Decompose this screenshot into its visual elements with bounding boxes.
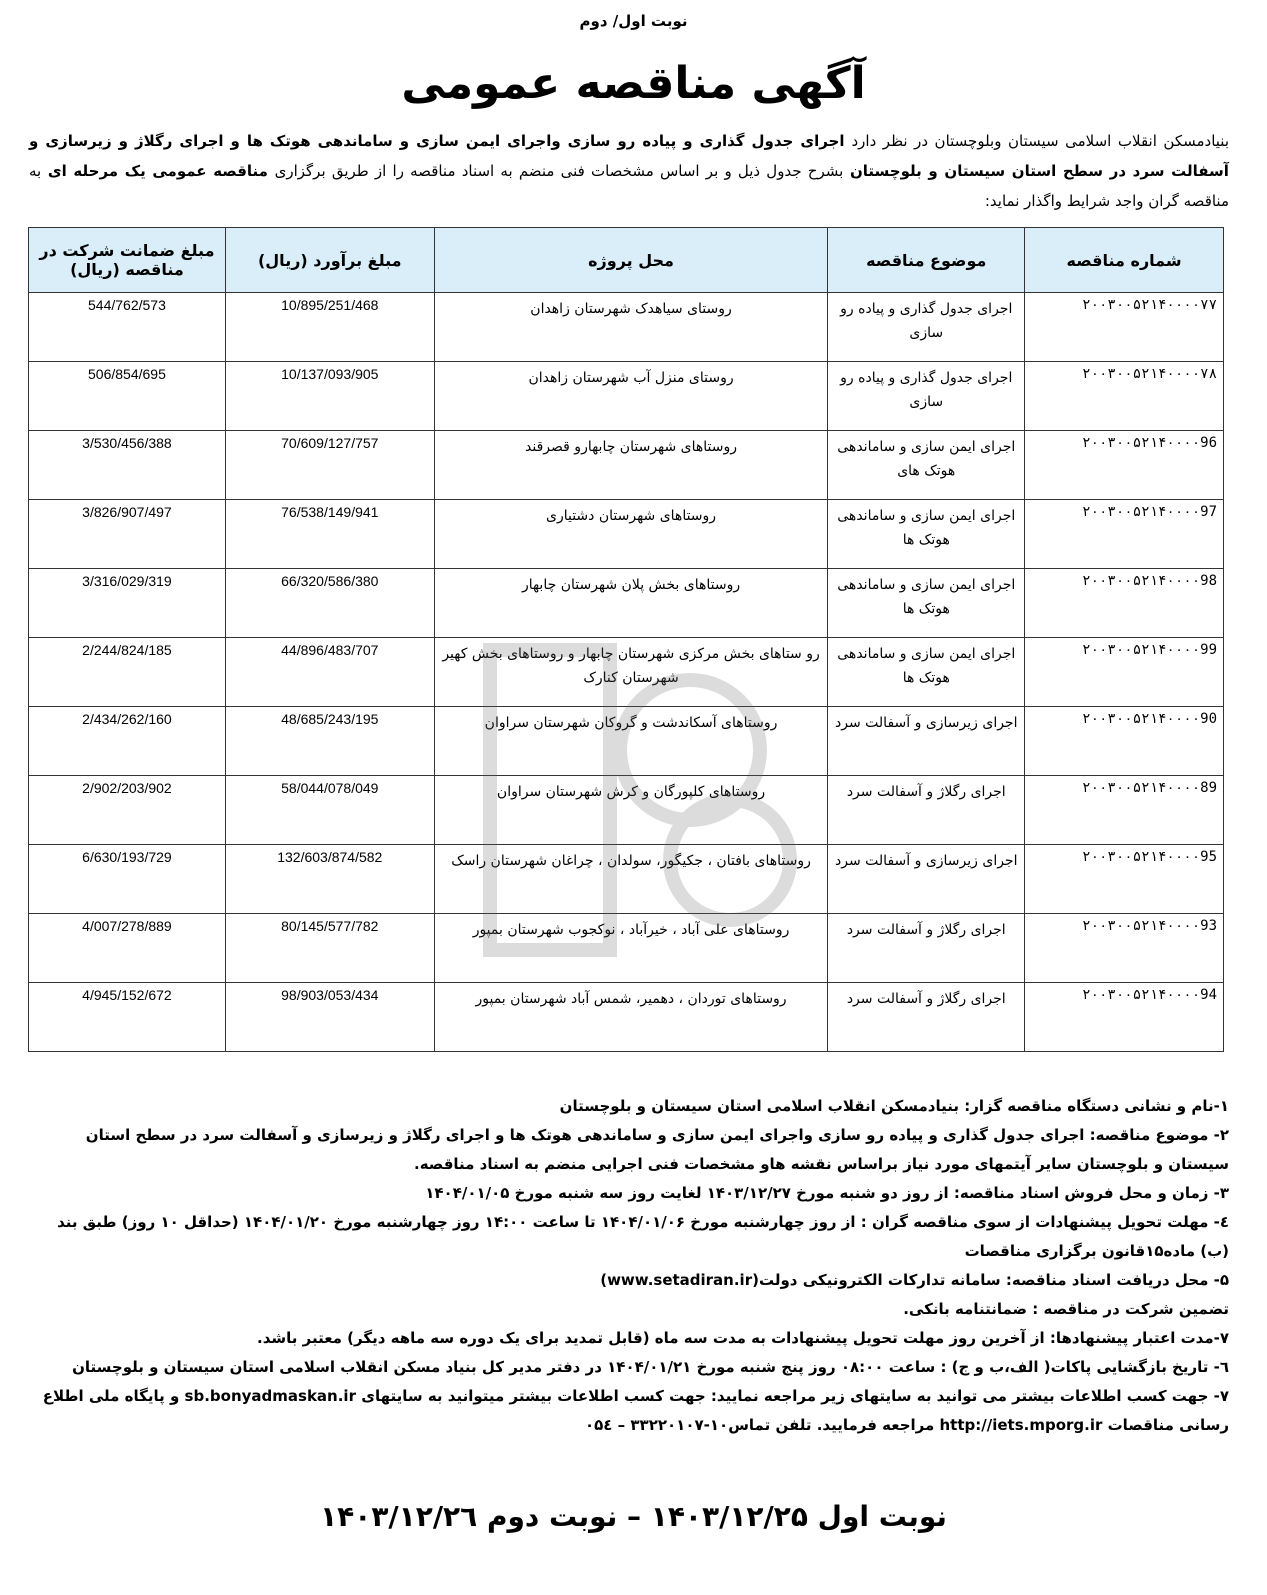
tender-subject: اجرای ایمن سازی و ساماندهی هوتک های	[828, 431, 1025, 500]
guarantee-amount: 4/945/152/672	[29, 983, 226, 1052]
header-location: محل پروژه	[434, 228, 828, 293]
table-row	[29, 983, 1224, 1052]
guarantee-amount: 506/854/695	[29, 362, 226, 431]
guarantee-amount: 2/244/824/185	[29, 638, 226, 707]
intro-tail: به مناقصه گران واجد شرایط واگذار نماید:	[29, 162, 1229, 210]
intro-method: مناقصه عمومی یک مرحله ای	[47, 162, 268, 180]
intro-lead: بنیادمسکن انقلاب اسلامی سیستان وبلوچستان در نظر دارد	[851, 132, 1230, 150]
tender-number: ۲۰۰۳۰۰۵۲۱۴۰۰۰۰97	[1025, 500, 1224, 569]
notes-section	[29, 1092, 1229, 1440]
guarantee-amount: 3/530/456/388	[29, 431, 226, 500]
tender-number: ۲۰۰۳۰۰۵۲۱۴۰۰۰۰۷۸	[1025, 362, 1224, 431]
estimate-amount: 44/896/483/707	[225, 638, 434, 707]
table-row	[29, 293, 1224, 362]
project-location: روستاهای شهرستان چابهارو قصرقند	[434, 431, 828, 500]
estimate-amount: 80/145/577/782	[225, 914, 434, 983]
page-title: آگهی مناقصه عمومی	[401, 58, 866, 109]
estimate-amount: 98/903/053/434	[225, 983, 434, 1052]
table-header-row	[29, 228, 1224, 293]
tender-subject: اجرای ایمن سازی و ساماندهی هوتک ها	[828, 500, 1025, 569]
note-item: تضمین شرکت در مناقصه : ضمانتنامه بانکی.	[903, 1300, 1229, 1318]
guarantee-amount: 544/762/573	[29, 293, 226, 362]
note-item: ۲- موضوع مناقصه: اجرای جدول گذاری و پیاده رو سازی واجرای ایمن سازی و ساماندهی هوتک ها و اجرای رگلاژ و زیرسازی و آسفالت سرد در سطح استان سیستان و بلوچستان سایر آیتمهای مورد نیاز براساس نقشه هاو مشخصات فنی اجرایی منضم به اسناد مناقصه.	[85, 1126, 1229, 1173]
tender-number: ۲۰۰۳۰۰۵۲۱۴۰۰۰۰95	[1025, 845, 1224, 914]
tender-subject: اجرای زیرسازی و آسفالت سرد	[828, 707, 1025, 776]
estimate-amount: 76/538/149/941	[225, 500, 434, 569]
table-row	[29, 362, 1224, 431]
tender-number: ۲۰۰۳۰۰۵۲۱۴۰۰۰۰93	[1025, 914, 1224, 983]
intro-work: اجرای جدول گذاری و پیاده رو سازی واجرای ایمن سازی و ساماندهی هوتک ها و اجرای رگلاژ و زیرسازی و آسفالت سرد در سطح استان سیستان و بلوچستان	[29, 132, 1229, 180]
project-location: روستاهای علی آباد ، خیرآباد ، نوکجوب شهرستان بمپور	[434, 914, 828, 983]
header-subject: موضوع مناقصه	[828, 228, 1025, 293]
table-row	[29, 638, 1224, 707]
header-guarantee: مبلغ ضمانت شرکت در مناقصه (ریال)	[29, 228, 226, 293]
tender-number: ۲۰۰۳۰۰۵۲۱۴۰۰۰۰96	[1025, 431, 1224, 500]
intro-paragraph	[29, 126, 1229, 216]
tender-subject: اجرای رگلاژ و آسفالت سرد	[828, 914, 1025, 983]
round-label: نوبت اول/ دوم	[579, 12, 688, 30]
tender-subject: اجرای رگلاژ و آسفالت سرد	[828, 776, 1025, 845]
tender-number: ۲۰۰۳۰۰۵۲۱۴۰۰۰۰90	[1025, 707, 1224, 776]
guarantee-amount: 2/434/262/160	[29, 707, 226, 776]
guarantee-amount: 4/007/278/889	[29, 914, 226, 983]
table-row	[29, 914, 1224, 983]
tender-subject: اجرای زیرسازی و آسفالت سرد	[828, 845, 1025, 914]
table-row	[29, 431, 1224, 500]
estimate-amount: 10/137/093/905	[225, 362, 434, 431]
estimate-amount: 10/895/251/468	[225, 293, 434, 362]
note-item: ۳- زمان و محل فروش اسناد مناقصه: از روز دو شنبه مورخ ۱۴۰۳/۱۲/۲۷ لغایت روز سه شنبه مورخ ۱۴۰۴/۰۱/۰۵	[425, 1184, 1229, 1202]
project-location: روستاهای بخش پلان شهرستان چابهار	[434, 569, 828, 638]
guarantee-amount: 6/630/193/729	[29, 845, 226, 914]
tender-number: ۲۰۰۳۰۰۵۲۱۴۰۰۰۰۷۷	[1025, 293, 1224, 362]
estimate-amount: 132/603/874/582	[225, 845, 434, 914]
tender-subject: اجرای ایمن سازی و ساماندهی هوتک ها	[828, 569, 1025, 638]
table-row	[29, 707, 1224, 776]
intro-mid: بشرح جدول ذیل و بر اساس مشخصات فنی منضم به اسناد مناقصه را از طریق برگزاری	[274, 162, 844, 180]
project-location: روستاهای شهرستان دشتیاری	[434, 500, 828, 569]
guarantee-amount: 2/902/203/902	[29, 776, 226, 845]
table-row	[29, 845, 1224, 914]
tender-number: ۲۰۰۳۰۰۵۲۱۴۰۰۰۰89	[1025, 776, 1224, 845]
note-item: ۵- محل دریافت اسناد مناقصه: سامانه تدارکات الکترونیکی دولت(www.setadiran.ir)	[600, 1271, 1229, 1289]
footer-dates: نوبت اول ۱۴۰۳/۱۲/۲۵ – نوبت دوم ۱۴۰۳/۱۲/۲٦	[320, 1500, 947, 1533]
project-location: روستاهای بافتان ، جکیگور، سولدان ، چراغان شهرستان راسک	[434, 845, 828, 914]
note-item: ٦- تاریخ بازگشایی پاکات( الف،ب و ج) : ساعت ۰۸:۰۰ روز پنج شنبه مورخ ۱۴۰۴/۰۱/۲۱ در دفتر مدیر کل بنیاد مسکن انقلاب اسلامی استان سیستان و بلوچستان	[72, 1358, 1229, 1376]
tender-subject: اجرای جدول گذاری و پیاده رو سازی	[828, 362, 1025, 431]
tender-number: ۲۰۰۳۰۰۵۲۱۴۰۰۰۰98	[1025, 569, 1224, 638]
tender-subject: اجرای ایمن سازی و ساماندهی هوتک ها	[828, 638, 1025, 707]
estimate-amount: 58/044/078/049	[225, 776, 434, 845]
estimate-amount: 66/320/586/380	[225, 569, 434, 638]
guarantee-amount: 3/826/907/497	[29, 500, 226, 569]
estimate-amount: 48/685/243/195	[225, 707, 434, 776]
header-estimate: مبلغ برآورد (ریال)	[225, 228, 434, 293]
project-location: روستاهای کلپورگان و کرش شهرستان سراوان	[434, 776, 828, 845]
note-item: ۷- جهت کسب اطلاعات بیشتر می توانید به سایتهای زیر مراجعه نمایید: جهت کسب اطلاعات بیشتر میتوانید به سایتهای sb.bonyadmaskan.ir و پایگاه ملی اطلاع رسانی مناقصات http://iets.mporg.ir مراجعه فرمایید. تلفن تماس۱۰-۳۳۲۲۰۱۰۷ – ۰۵٤	[42, 1387, 1229, 1434]
note-item: ۱-نام و نشانی دستگاه مناقصه گزار: بنیادمسکن انقلاب اسلامی استان سیستان و بلوچستان	[559, 1097, 1229, 1115]
note-item: ۷-مدت اعتبار پیشنهادها: از آخرین روز مهلت تحویل پیشنهادات به مدت سه ماه (قابل تمدید برای یک دوره سه ماهه دیگر) معتبر باشد.	[257, 1329, 1229, 1347]
tender-number: ۲۰۰۳۰۰۵۲۱۴۰۰۰۰94	[1025, 983, 1224, 1052]
tender-subject: اجرای جدول گذاری و پیاده رو سازی	[828, 293, 1025, 362]
tender-subject: اجرای رگلاژ و آسفالت سرد	[828, 983, 1025, 1052]
tenders-table	[28, 227, 1224, 1052]
table-row	[29, 776, 1224, 845]
estimate-amount: 70/609/127/757	[225, 431, 434, 500]
project-location: روستاهای آسکاندشت و گروکان شهرستان سراوان	[434, 707, 828, 776]
note-item: ٤- مهلت تحویل پیشنهادات از سوی مناقصه گران : از روز چهارشنبه مورخ ۱۴۰۴/۰۱/۰۶ تا ساعت ۱۴:۰۰ روز چهارشنبه مورخ ۱۴۰۴/۰۱/۲۰ (حداقل ۱۰ روز) طبق بند (ب) ماده۱۵قانون برگزاری مناقصات	[57, 1213, 1229, 1260]
table-row	[29, 569, 1224, 638]
table-row	[29, 500, 1224, 569]
guarantee-amount: 3/316/029/319	[29, 569, 226, 638]
project-location: روستای منزل آب شهرستان زاهدان	[434, 362, 828, 431]
tender-number: ۲۰۰۳۰۰۵۲۱۴۰۰۰۰99	[1025, 638, 1224, 707]
project-location: روستاهای توردان ، دهمیر، شمس آباد شهرستان بمپور	[434, 983, 828, 1052]
header-number: شماره مناقصه	[1025, 228, 1224, 293]
project-location: رو ستاهای بخش مرکزی شهرستان چابهار و روستاهای بخش کهیر شهرستان کنارک	[434, 638, 828, 707]
project-location: روستای سیاهدک شهرستان زاهدان	[434, 293, 828, 362]
